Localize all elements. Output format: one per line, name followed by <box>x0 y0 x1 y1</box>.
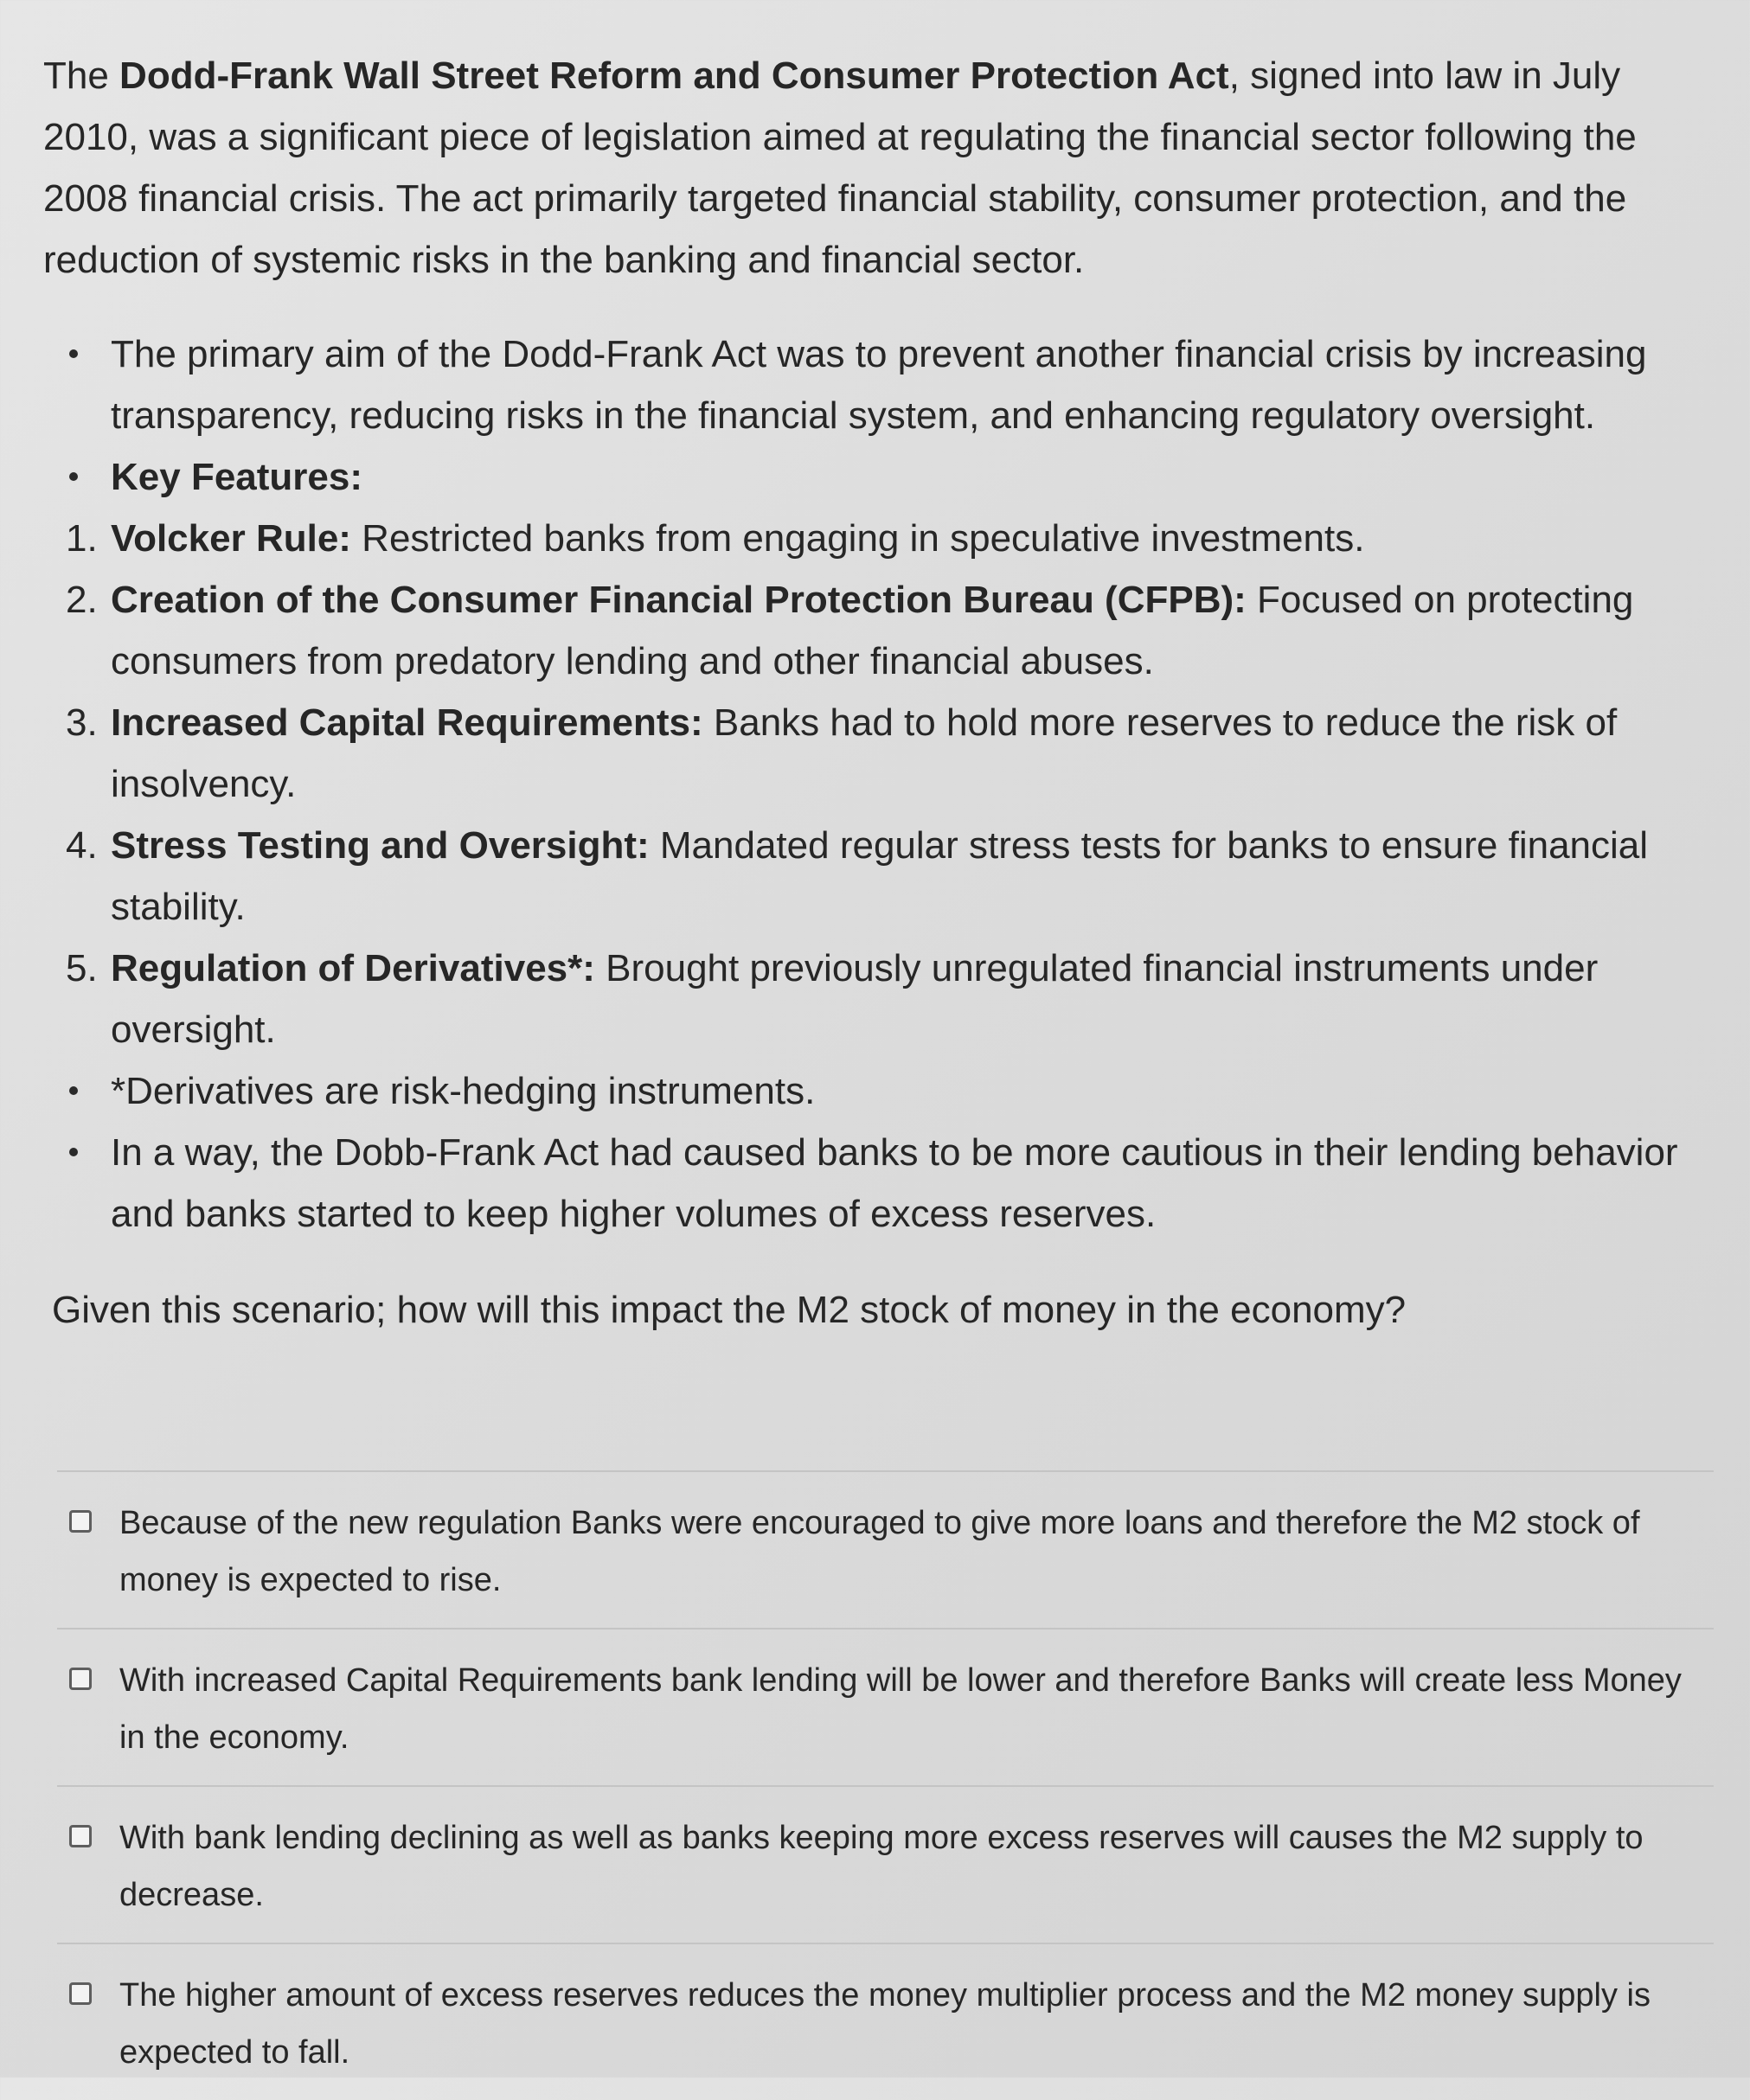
derivatives-note-text: *Derivatives are risk-hedging instruments. <box>111 1070 816 1112</box>
feature-item <box>43 692 1651 815</box>
feature-text: Mandated regular stress tests for banks to ensure financial stability. <box>111 824 1649 928</box>
answer-option-label: With bank lending declining as well as banks keeping more excess reserves will causes the M2 supply to decrease. <box>119 1820 1644 1913</box>
feature-number: 2. <box>66 579 98 621</box>
bullet-key-features <box>43 446 1728 508</box>
feature-title: Regulation of Derivatives*: <box>111 947 595 989</box>
feature-title: Volcker Rule: <box>111 517 351 560</box>
feature-title: Creation of the Consumer Financial Protection Bureau (CFPB): <box>111 579 1247 621</box>
bullet-derivatives-note <box>43 1060 1728 1122</box>
feature-item <box>43 815 1651 938</box>
feature-number: 5. <box>66 947 98 989</box>
answer-options <box>57 1470 1714 2100</box>
feature-text: Banks had to hold more reserves to reduce the risk of insolvency. <box>111 701 1618 805</box>
checkbox-icon[interactable] <box>69 1825 92 1847</box>
bullet-aim-text: The primary aim of the Dodd-Frank Act was to prevent another financial crisis by increasing transparency, reducing risks in the financial system, and enhancing regulatory oversight. <box>111 333 1647 437</box>
checkbox-icon[interactable] <box>69 1510 92 1533</box>
bullet-aim <box>43 323 1728 446</box>
feature-number: 1. <box>66 517 98 560</box>
bullet-effect <box>43 1122 1728 1245</box>
feature-item <box>43 508 1651 569</box>
feature-title: Stress Testing and Oversight: <box>111 824 650 867</box>
feature-text: Restricted banks from engaging in speculative investments. <box>350 517 1365 560</box>
bullet-dot-icon <box>69 472 78 481</box>
answer-option-label: Because of the new regulation Banks were encouraged to give more loans and therefore the M2 stock of money is expected to rise. <box>119 1505 1640 1598</box>
key-features-heading: Key Features: <box>111 456 363 498</box>
feature-text: Brought previously unregulated financial instruments under oversight. <box>111 947 1599 1051</box>
bullet-dot-icon <box>69 349 78 358</box>
answer-option-2[interactable] <box>57 1628 1714 1785</box>
bullet-list <box>43 323 1713 508</box>
checkbox-icon[interactable] <box>69 1982 92 2005</box>
feature-title: Increased Capital Requirements: <box>111 701 703 744</box>
answer-option-1[interactable] <box>57 1470 1714 1628</box>
answer-option-4[interactable] <box>57 1943 1714 2100</box>
feature-item <box>43 938 1651 1060</box>
act-name: Dodd-Frank Wall Street Reform and Consumer Protection Act <box>119 54 1229 97</box>
bullet-dot-icon <box>69 1148 78 1156</box>
feature-number: 3. <box>66 701 98 744</box>
answer-option-label: The higher amount of excess reserves reduces the money multiplier process and the M2 money supply is expected to fall. <box>119 1977 1651 2071</box>
answer-option-3[interactable] <box>57 1785 1714 1943</box>
feature-item <box>43 569 1651 692</box>
features-list <box>43 508 1713 1060</box>
feature-text: Focused on protecting consumers from predatory lending and other financial abuses. <box>111 579 1634 682</box>
question-prompt: Given this scenario; how will this impact the M2 stock of money in the economy? <box>52 1289 1407 1331</box>
answer-option-label: With increased Capital Requirements bank lending will be lower and therefore Banks will create less Money in the economy. <box>119 1662 1682 1756</box>
intro-prefix: The <box>43 54 120 97</box>
intro-suffix: , signed into law in July 2010, was a significant piece of legislation aimed at regulating the financial sector following the 2008 financial crisis. The act primarily targeted financial stability, consumer protection, and the reduction of systemic risks in the banking and financial sector. <box>43 54 1637 281</box>
bullet-list-notes <box>43 1060 1713 1245</box>
bullet-dot-icon <box>69 1086 78 1095</box>
feature-number: 4. <box>66 824 98 867</box>
question-content <box>43 45 1713 1341</box>
checkbox-icon[interactable] <box>69 1668 92 1690</box>
intro-paragraph <box>43 45 1687 291</box>
effect-text: In a way, the Dobb-Frank Act had caused banks to be more cautious in their lending behavior and banks started to keep higher volumes of excess reserves. <box>111 1131 1678 1235</box>
